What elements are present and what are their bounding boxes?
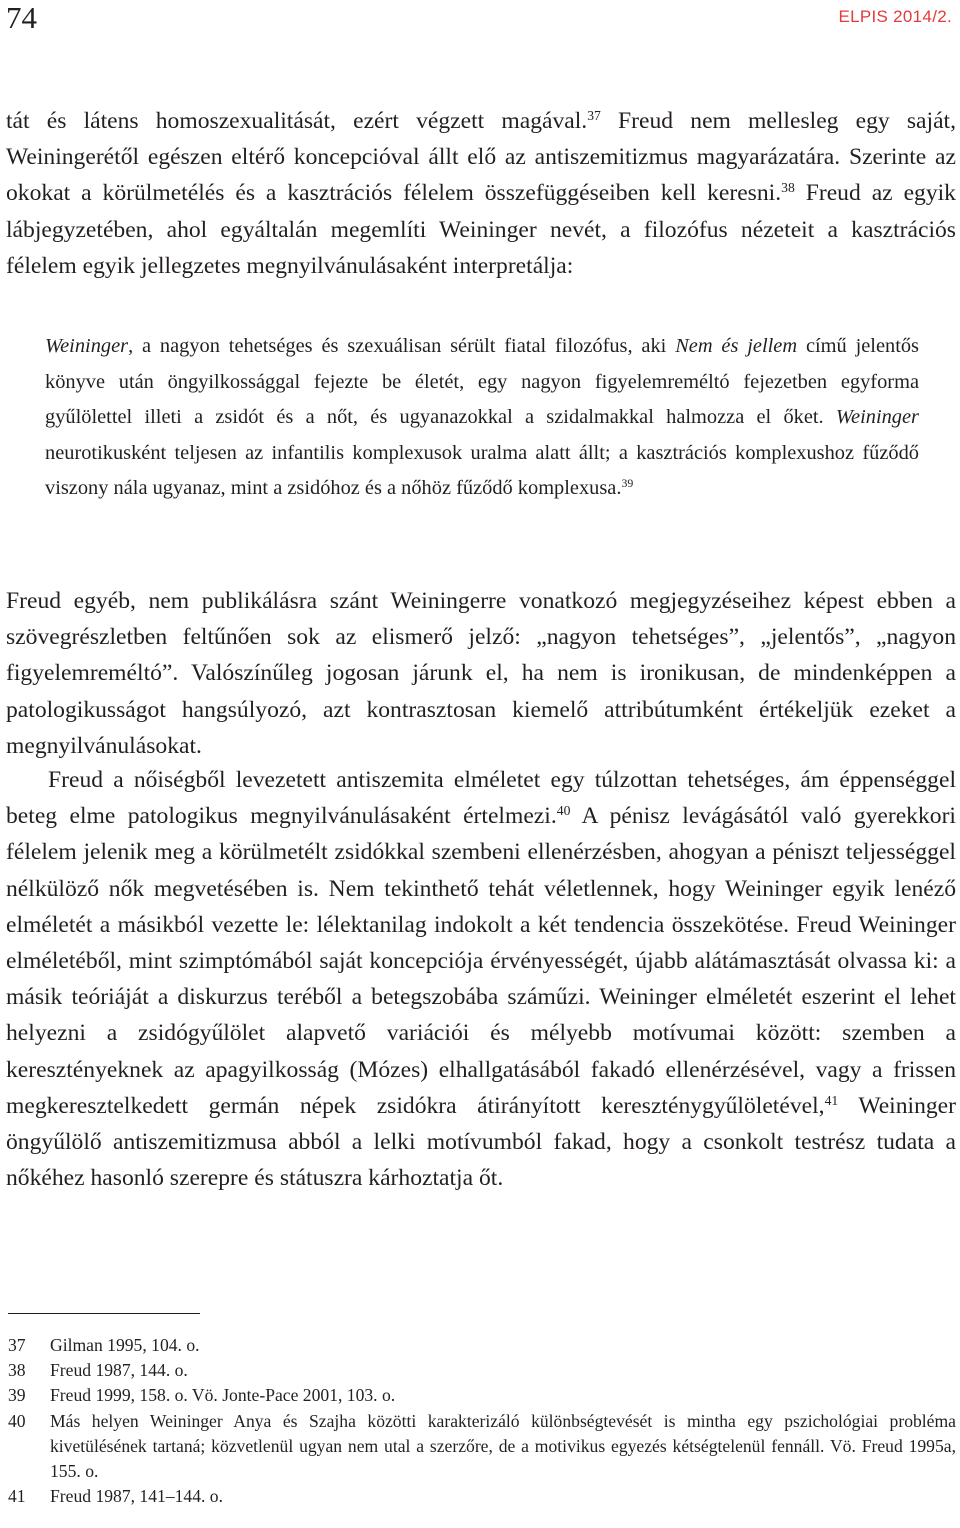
footnote-number: 41 — [8, 1486, 26, 1507]
footnote-number: 38 — [8, 1360, 26, 1381]
text-run: Freud az egyik lábjegyzetében, ahol egyáltalán megemlíti Weininger nevét, a filozófus nézeteit a kasztrációs félelem egyik jellegzetes megnyilvánulásaként interpretálja: — [6, 180, 956, 279]
body-paragraph-2: Freud egyéb, nem publikálásra szánt Weiningerre vonatkozó megjegyzéseihez képest ebben a szövegrészletben feltűnően sok az elismerő jelző: „nagyon tehetséges”, „jelentős”, „nagyon figyelemreméltó”. Valószínűleg jogosan járunk el, ha nem is ironikusan, de mindenképpen a patologikusságot hangsúlyozó, azt kontrasztosan kiemelő attribútumként értékeljük ezeket a megnyilvánulásokat. — [6, 588, 956, 759]
footnote-text: Freud 1987, 141–144. o. — [50, 1486, 223, 1507]
footnotes — [8, 1333, 956, 1509]
footnote-text: Más helyen Weininger Anya és Szajha közötti karakterizáló különbségtevését is mintha egy pszichológiai probléma kivetülésének tartaná; közvetlenül ugyan nem utal a szerzőre, de a motivikus egyezés kétségtelenül fennáll. Vö. Freud 1995a, 155. o. — [50, 1410, 956, 1482]
text-run: , a nagyon tehetséges és szexuálisan sérült fiatal filozófus, aki — [128, 335, 676, 357]
footnote-text: Freud 1999, 158. o. Vö. Jonte-Pace 2001, 103. o. — [50, 1385, 396, 1406]
text-run: neurotikusként teljesen az infantilis komplexusok uralma alatt állt; a kasztrációs komplexushoz fűződő viszony nála ugyanaz, mint a zsidóhoz és a nőhöz fűződő komplexusa. — [45, 441, 919, 500]
page-number: 74 — [6, 0, 37, 35]
footnote-text: Gilman 1995, 104. o. — [50, 1335, 200, 1355]
italic-name: Weininger — [835, 406, 919, 429]
footnote-ref-37[interactable]: 37 — [587, 107, 601, 123]
footnote — [8, 1383, 956, 1408]
text-run: tát és látens homoszexualitását, ezért végzett magával. — [6, 108, 588, 134]
footnote-number: 37 — [8, 1335, 26, 1355]
footnote — [8, 1484, 956, 1509]
text-run: című jelentős könyve után öngyilkossággal fejezte be életét, egy nagyon figyelemreméltó fejezetben egyforma gyűlölettel illeti a zsidót és a nőt, és ugyanazokkal a szidalmakkal halmozza el őket. — [45, 335, 919, 429]
text-run: Freud a nőiségből levezetett antiszemita elméletet egy túlzottan tehetséges, ám éppenséggel beteg elme patologikus megnyilvánulásaként értelmezi. — [6, 767, 956, 830]
footnote — [8, 1409, 956, 1485]
text-run: Freud nem mellesleg egy saját, Weiningerétől egészen eltérő koncepcióval állt elő az antiszemitizmus magyarázatára. Szerinte az okokat a körülmetélés és a kasztrációs félelem összefüggéseiben kell keresni. — [6, 108, 956, 207]
footnote-number: 39 — [8, 1385, 26, 1406]
footnote-text: Freud 1987, 144. o. — [50, 1360, 188, 1381]
footnote-ref-41[interactable]: 41 — [824, 1092, 839, 1108]
running-head: ELPIS 2014/2. — [838, 7, 952, 26]
footnote-separator — [8, 1313, 200, 1314]
footnote — [8, 1358, 956, 1383]
block-quote — [45, 329, 919, 507]
footnote-ref-40[interactable]: 40 — [556, 803, 571, 818]
text-run: A pénisz levágásától való gyerekkori félelem jelenik meg a körülmetélt zsidókkal szembeni ellenérzésben, ahogyan a péniszt teljességgel nélkülöző nők megvetésében is. Nem tekinthető tehát véletlennek, hogy Weininger egyik lenéző elméletét a másikból vezette le: lélektanilag indokolt a két tendencia összekötése. Freud Weininger elméletéből, mint szimptómából saját koncepciója érvényességét, újabb alátámasztását olvassa ki: a másik teóriáját a diskurzus teréből a betegszobába száműzi. Weininger elméletét eszerint el lehet helyezni a zsidógyűlölet alapvető variációi és mélyebb motívumai között: szemben a keresztényeknek az apagyilkosság (Mózes) elhallgatásából fakadó ellenérzésével, vagy a frissen megkeresztelkedett germán népek zsidókra átirányított kereszténygyűlöletével, — [6, 803, 956, 1119]
body-paragraph-1 — [6, 103, 956, 284]
text-run: Weininger öngyűlölő antiszemitizmusa abból a lelki motívumból fakad, hogy a csonkolt testrész tudata a nőkéhez hasonló szerepre és státuszra kárhoztatja őt. — [6, 1092, 956, 1192]
book-title: Nem és jellem — [675, 335, 798, 357]
footnote-number: 40 — [8, 1410, 26, 1431]
footnote-ref-38[interactable]: 38 — [781, 180, 795, 196]
footnote-ref-39[interactable]: 39 — [621, 476, 634, 491]
footnote — [8, 1333, 956, 1358]
body-paragraph-3 — [6, 762, 956, 1196]
italic-name: Weininger — [45, 335, 129, 357]
